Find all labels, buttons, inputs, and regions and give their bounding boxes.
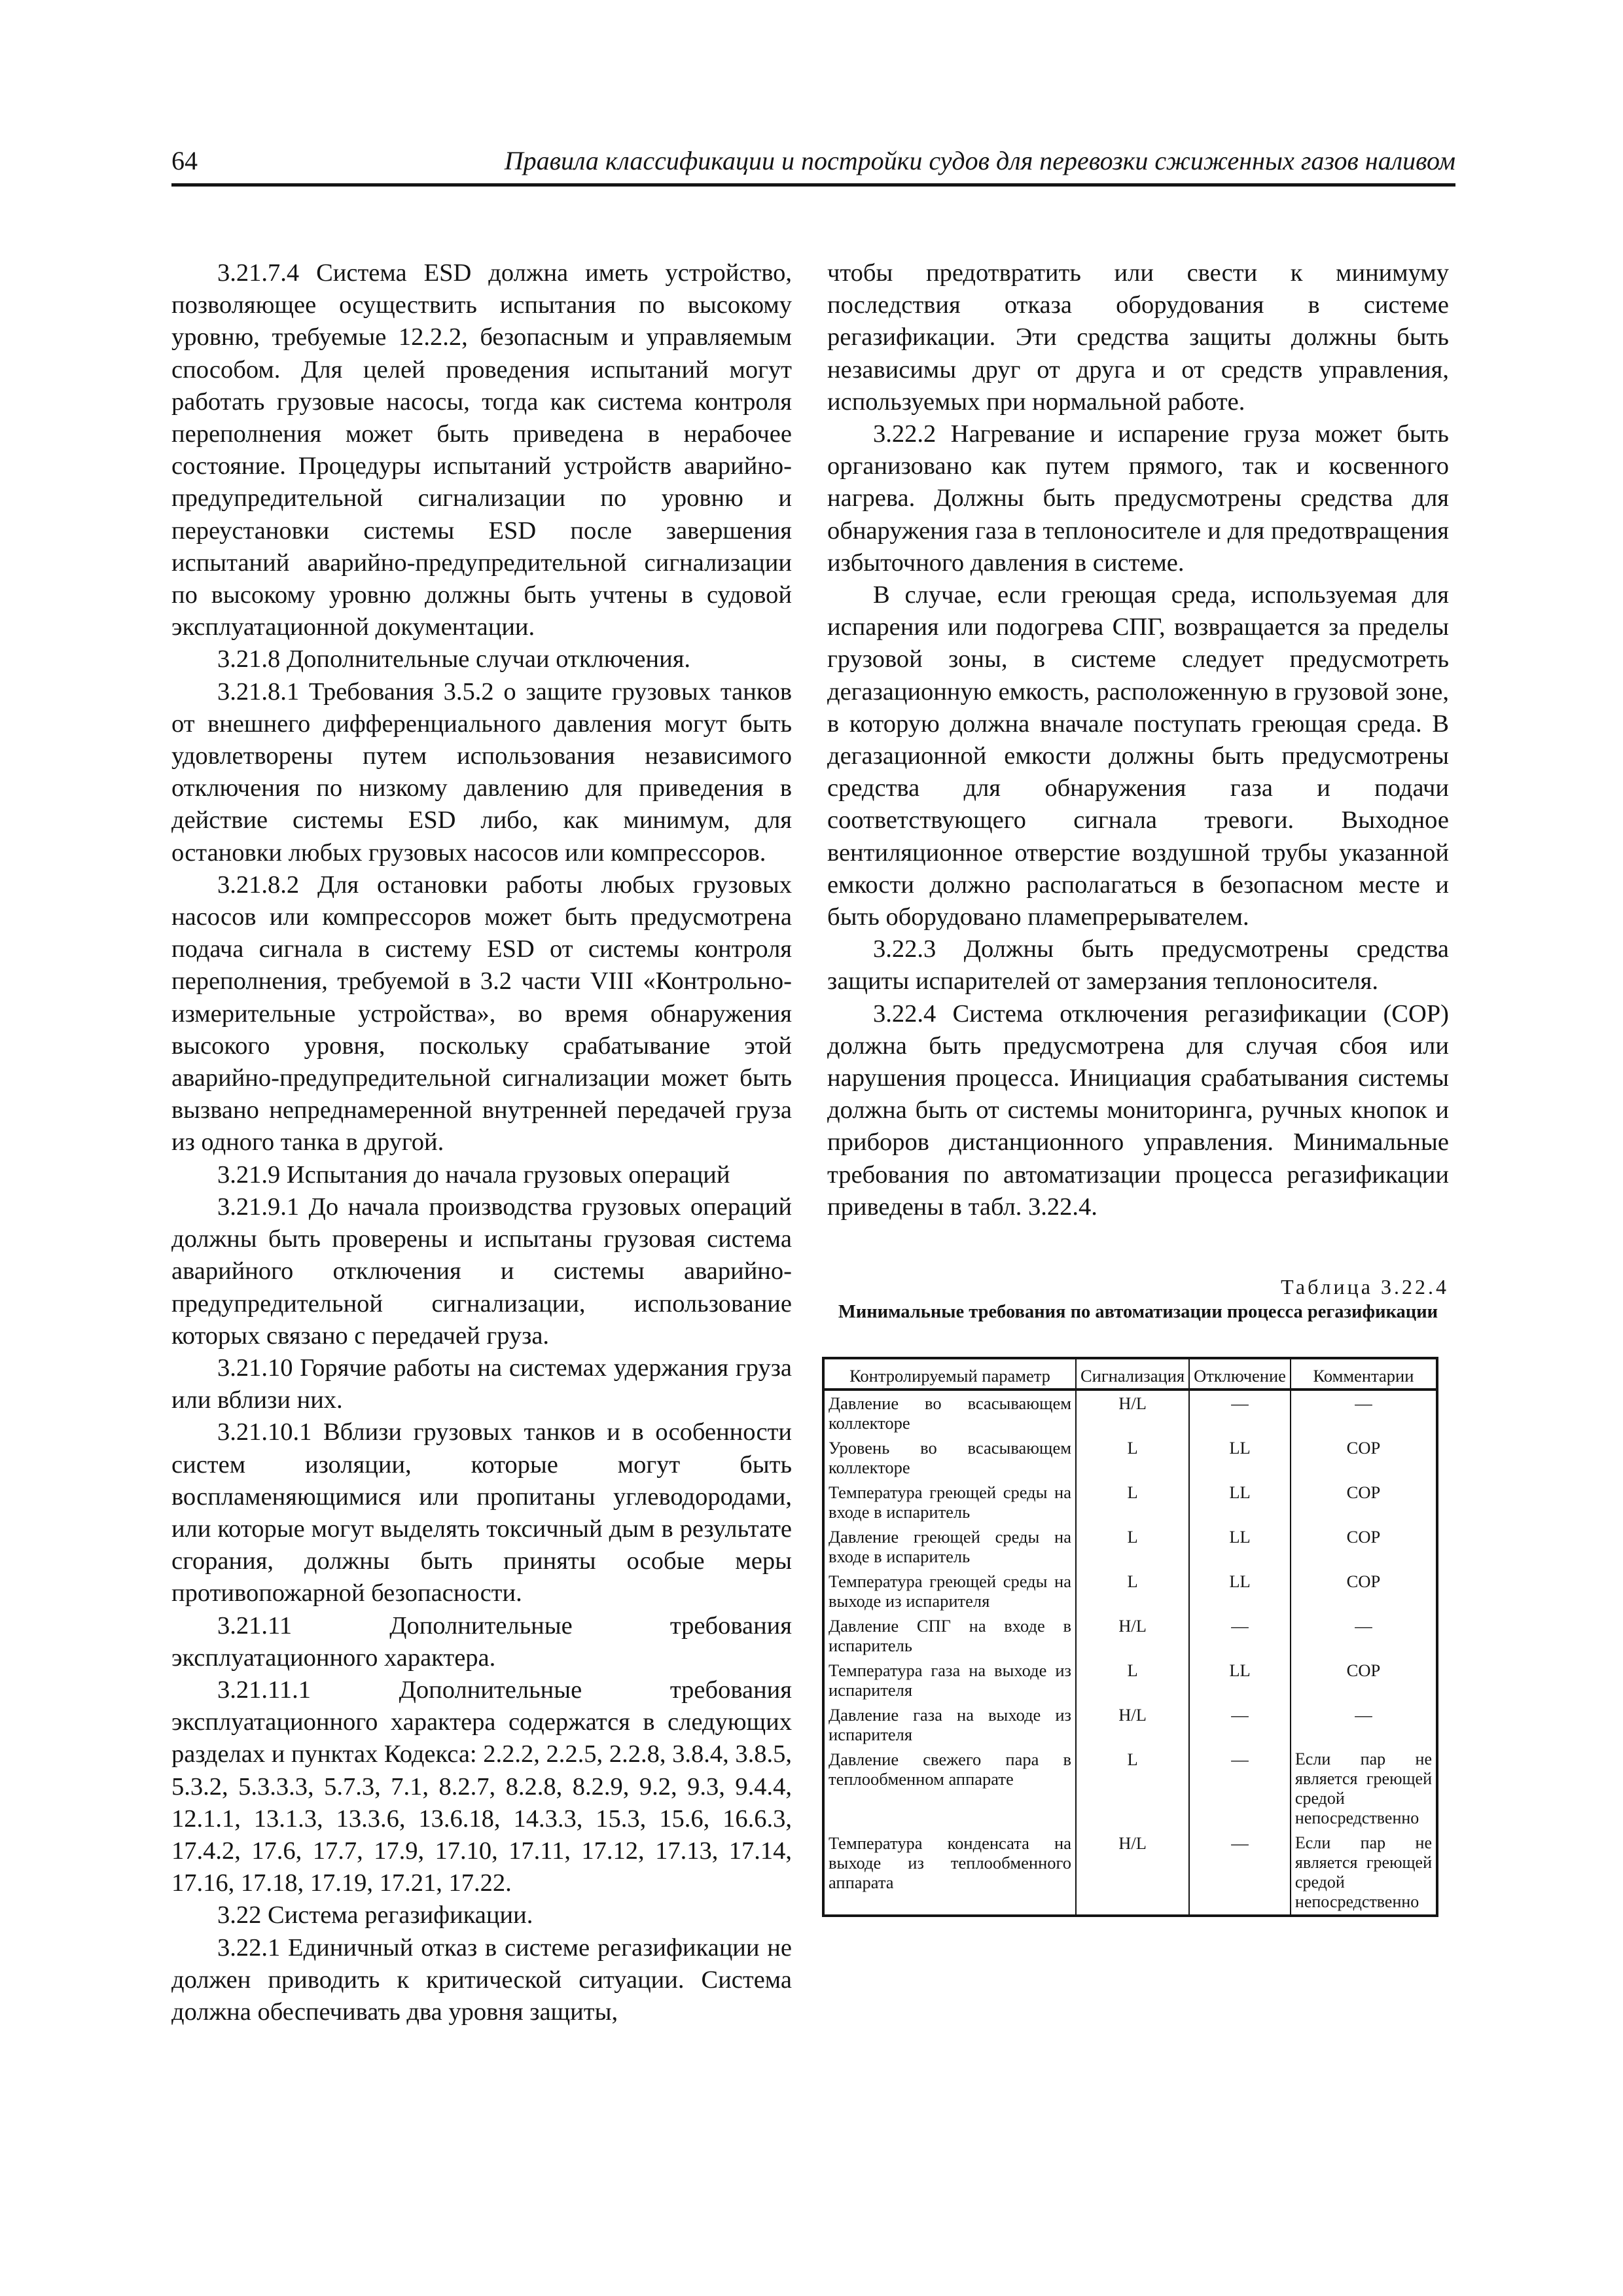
table-row	[823, 1435, 1437, 1480]
table-cell-alarm: H/L	[1076, 1390, 1189, 1435]
table-cell-shutdown: LL	[1189, 1435, 1291, 1480]
paragraph-3-22-2: 3.22.2 Нагревание и испарение груза может быть организовано как путем прямого, так и косвенного нагрева. Должны быть предусмотрены средства для обнаружения газа в теплоносителе и для предотвращения избыточного давления в системе.	[827, 420, 1449, 577]
table-caption	[827, 1275, 1449, 1323]
left-column	[171, 257, 792, 2028]
heading-3-21-9: 3.21.9 Испытания до начала грузовых операций	[217, 1160, 730, 1189]
table-row	[823, 1747, 1437, 1831]
paragraph-3-21-11-1: 3.21.11.1 Дополнительные требования эксплуатационного характера содержатся в следующих разделах и пунктах Кодекса: 2.2.2, 2.2.5, 2.2.8, 3.8.4, 3.8.5, 5.3.2, 5.3.3.3, 5.7.3, 7.1, 8.2.7, 8.2.8, 8.2.9, 9.2, 9.3, 9.4.4, 12.1.1, 13.1.3, 13.3.6, 13.6.18, 14.3.3, 15.3, 15.6, 16.6.3, 17.4.2, 17.6, 17.7, 17.9, 17.10, 17.11, 17.12, 17.13, 17.14, 17.16, 17.18, 17.19, 17.21, 17.22.	[171, 1676, 792, 1897]
table-row	[823, 1702, 1437, 1747]
table-cell-alarm: H/L	[1076, 1702, 1189, 1747]
table-cell-alarm: H/L	[1076, 1831, 1189, 1916]
table-row	[823, 1569, 1437, 1613]
table-header-row	[823, 1358, 1437, 1390]
table-cell-shutdown: LL	[1189, 1480, 1291, 1524]
paragraph-3-21-10-1: 3.21.10.1 Вблизи грузовых танков и в особенности систем изоляции, которые могут быть воспламеняющимися или пропитаны углеводородами, или которые могут выделять токсичный дым в результате сгорания, должны быть приняты особые меры противопожарной безопасности.	[171, 1418, 792, 1607]
column-header: Контролируемый параметр	[823, 1358, 1076, 1390]
table-cell-comment: СОР	[1291, 1435, 1437, 1480]
heading-3-21-8: 3.21.8 Дополнительные случаи отключения.	[217, 645, 691, 673]
table-cell-shutdown: LL	[1189, 1658, 1291, 1702]
table-cell-parameter: Давление свежего пара в теплообменном аппарате	[823, 1747, 1076, 1831]
table-cell-parameter: Давление СПГ на входе в испаритель	[823, 1613, 1076, 1658]
paragraph-heating-medium: В случае, если греющая среда, используемая для испарения или подогрева СПГ, возвращается за пределы грузовой зоны, в системе следует предусмотреть дегазационную емкость, расположенную в грузовой зоне, в которую должна вначале поступать греющая среда. В дегазационной емкости должны быть предусмотрены средства для обнаружения газа и подачи соответствующего сигнала тревоги. Выходное вентиляционное отверстие воздушной трубы указанной емкости должно располагаться в безопасном месте и быть оборудовано пламепрерывателем.	[827, 581, 1449, 931]
table-cell-shutdown: —	[1189, 1747, 1291, 1831]
table-cell-parameter: Уровень во всасывающем коллекторе	[823, 1435, 1076, 1480]
table-cell-alarm: L	[1076, 1480, 1189, 1524]
table-cell-parameter: Температура греющей среды на выходе из испарителя	[823, 1569, 1076, 1613]
table-cell-parameter: Температура конденсата на выходе из теплообменного аппарата	[823, 1831, 1076, 1916]
table-cell-parameter: Давление газа на выходе из испарителя	[823, 1702, 1076, 1747]
paragraph-3-22-1: 3.22.1 Единичный отказ в системе регазификации не должен приводить к критической ситуации. Система должна обеспечивать два уровня защиты,	[171, 1933, 792, 2026]
table-row	[823, 1658, 1437, 1702]
table-title: Минимальные требования по автоматизации процесса регазификации	[838, 1302, 1438, 1322]
table-cell-comment: СОР	[1291, 1658, 1437, 1702]
column-header: Комментарии	[1291, 1358, 1437, 1390]
paragraph-3-21-8-1: 3.21.8.1 Требования 3.5.2 о защите грузовых танков от внешнего дифференциального давления могут быть удовлетворены путем использования независимого отключения по низкому давлению для приведения в действие системы ESD либо, как минимум, для остановки любых грузовых насосов или компрессоров.	[171, 677, 792, 867]
column-header: Отключение	[1189, 1358, 1291, 1390]
table-row	[823, 1480, 1437, 1524]
paragraph-3-22-3: 3.22.3 Должны быть предусмотрены средства защиты испарителей от замерзания теплоносителя.	[827, 935, 1449, 996]
regasification-automation-table	[822, 1357, 1438, 1917]
running-header	[171, 143, 1455, 187]
column-header: Сигнализация	[1076, 1358, 1189, 1390]
table-cell-comment: —	[1291, 1702, 1437, 1747]
table-cell-alarm: L	[1076, 1747, 1189, 1831]
heading-3-21-10: 3.21.10 Горячие работы на системах удержания груза или вблизи них.	[171, 1354, 792, 1414]
heading-3-22: 3.22 Система регазификации.	[217, 1901, 533, 1929]
table-cell-alarm: L	[1076, 1435, 1189, 1480]
table-row	[823, 1524, 1437, 1569]
table-cell-shutdown: —	[1189, 1390, 1291, 1435]
table-row	[823, 1613, 1437, 1658]
table-cell-alarm: L	[1076, 1658, 1189, 1702]
table-cell-shutdown: LL	[1189, 1524, 1291, 1569]
table-cell-shutdown: —	[1189, 1613, 1291, 1658]
table-row	[823, 1831, 1437, 1916]
table-cell-shutdown: —	[1189, 1831, 1291, 1916]
paragraph-3-21-7-4: 3.21.7.4 Система ESD должна иметь устройство, позволяющее осуществить испытания по высокому уровню, требуемые 12.2.2, безопасным и управляемым способом. Для целей проведения испытаний могут работать грузовые насосы, тогда как система контроля переполнения может быть приведена в нерабочее состояние. Процедуры испытаний устройств аварийно-предупредительной сигнализации по уровню и переустановки системы ESD после завершения испытаний аварийно-предупредительной сигнализации по высокому уровню должны быть учтены в судовой эксплуатационной документации.	[171, 259, 792, 641]
table-cell-comment: СОР	[1291, 1569, 1437, 1613]
paragraph-3-21-8-2: 3.21.8.2 Для остановки работы любых грузовых насосов или компрессоров может быть предусмотрена подача сигнала в систему ESD от системы контроля переполнения, требуемой в 3.2 части VIII «Контрольно-измерительные устройства», во время обнаружения высокого уровня, поскольку срабатывание этой аварийно-предупредительной сигнализации может быть вызвано непреднамеренной внутренней передачей груза из одного танка в другой.	[171, 870, 792, 1157]
table-cell-alarm: H/L	[1076, 1613, 1189, 1658]
paragraph-3-21-9-1: 3.21.9.1 До начала производства грузовых операций должны быть проверены и испытаны грузовая система аварийного отключения и системы аварийно-предупредительной сигнализации, использование которых связано с передачей груза.	[171, 1193, 792, 1350]
table-cell-comment: Если пар не является греющей средой непосредственно	[1291, 1831, 1437, 1916]
table-cell-comment: Если пар не является греющей средой непосредственно	[1291, 1747, 1437, 1831]
running-title: Правила классификации и постройки судов для перевозки сжиженных газов наливом	[504, 146, 1455, 175]
table-row	[823, 1390, 1437, 1435]
table-cell-parameter: Температура газа на выходе из испарителя	[823, 1658, 1076, 1702]
table-cell-parameter: Давление во всасывающем коллекторе	[823, 1390, 1076, 1435]
paragraph-3-22-4: 3.22.4 Система отключения регазификации (СОР) должна быть предусмотрена для случая сбоя или нарушения процесса. Инициация срабатывания системы должна быть от системы мониторинга, ручных кнопок и приборов дистанционного управления. Минимальные требования по автоматизации процесса регазификации приведены в табл. 3.22.4.	[827, 999, 1449, 1221]
heading-3-21-11: 3.21.11 Дополнительные требования эксплуатационного характера.	[171, 1611, 792, 1672]
table-cell-comment: —	[1291, 1613, 1437, 1658]
table-cell-parameter: Температура греющей среды на входе в испаритель	[823, 1480, 1076, 1524]
table-cell-comment: СОР	[1291, 1480, 1437, 1524]
table-cell-alarm: L	[1076, 1569, 1189, 1613]
table-cell-parameter: Давление греющей среды на входе в испаритель	[823, 1524, 1076, 1569]
table-number: Таблица 3.22.4	[1281, 1275, 1449, 1299]
table-cell-comment: СОР	[1291, 1524, 1437, 1569]
table-cell-shutdown: —	[1189, 1702, 1291, 1747]
right-column	[827, 257, 1449, 1223]
table-cell-comment: —	[1291, 1390, 1437, 1435]
table-cell-shutdown: LL	[1189, 1569, 1291, 1613]
page-number: 64	[171, 146, 198, 175]
paragraph-continuation: чтобы предотвратить или свести к минимуму последствия отказа оборудования в системе регазификации. Эти средства защиты должны быть независимы друг от друга и от средств управления, используемых при нормальной работе.	[827, 259, 1449, 416]
table-cell-alarm: L	[1076, 1524, 1189, 1569]
